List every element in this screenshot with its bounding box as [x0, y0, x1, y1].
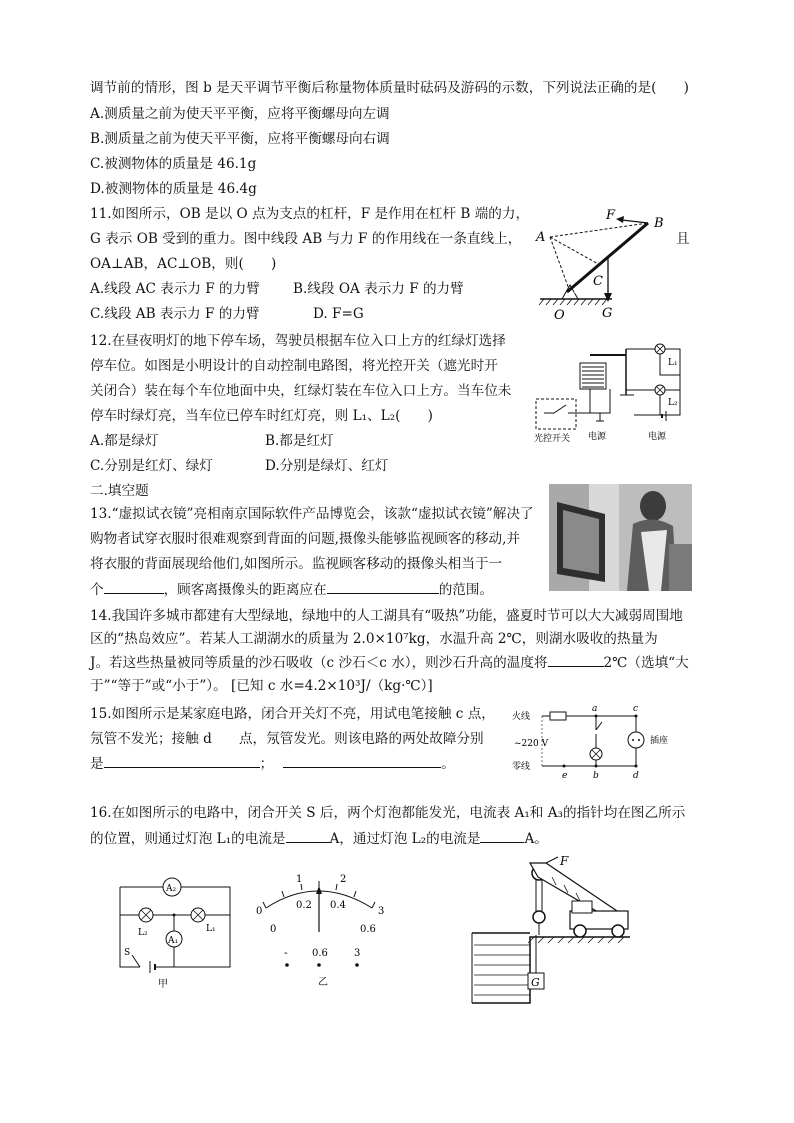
label-live-wire: 火线 [512, 712, 531, 722]
q10-option-a: A.测质量之前为使天平平衡，应将平衡螺母向左调 [90, 106, 390, 122]
q13-text-a: 个 [90, 582, 104, 598]
caption-yi: 乙 [318, 977, 328, 988]
terminal-minus: - [284, 946, 288, 959]
tick-bottom-06: 0.6 [360, 924, 376, 935]
q15-text-c: 。 [441, 756, 455, 772]
label-g: G [602, 306, 613, 321]
q16-text-a: 的位置，则通过灯泡 L₁的电流是 [90, 831, 286, 847]
tick-bottom-02: 0.2 [296, 900, 312, 911]
q12-line2: 停车位。如图是小明设计的自动控制电路图，将光控开关（遮光时开 [90, 358, 498, 374]
q15-text-a: 是 [90, 756, 104, 772]
q10-option-d: D.被测物体的质量是 46.4g [90, 181, 257, 197]
q16-line2 [90, 828, 548, 849]
q14-blank[interactable] [548, 652, 604, 667]
label-force-f: F [560, 855, 569, 868]
q13-text-c: 的范围。 [438, 582, 494, 598]
tick-top-0: 0 [256, 906, 263, 917]
crane-figure [470, 855, 645, 1005]
label-o: O [554, 308, 565, 323]
label-socket: 插座 [650, 736, 669, 746]
q16-text-c: A。 [524, 831, 548, 847]
q11-line3: OA⊥AB，AC⊥OB，则( ) [90, 256, 277, 272]
circuit-jia-figure [110, 875, 240, 990]
label-point-b: b [593, 771, 599, 780]
q11-option-a: A.线段 AC 表示力 F 的力臂 [90, 281, 260, 297]
label-c: C [593, 274, 603, 289]
household-circuit-figure [512, 702, 687, 780]
q16-line1: 16.在如图所示的电路中，闭合开关 S 后，两个灯泡都能发光，电流表 A₁和 A₃的指针均在图乙所示 [90, 805, 686, 821]
label-power1: 电源 [588, 432, 607, 442]
q11-option-b: B.线段 OA 表示力 F 的力臂 [293, 281, 464, 297]
q12-option-d: D.分别是绿灯、红灯 [265, 458, 389, 474]
q12-option-c: C.分别是红灯、绿灯 [90, 458, 213, 474]
q10-option-c: C.被测物体的质量是 46.1g [90, 156, 257, 172]
q14-text-a: J。若这些热量被同等质量的沙石吸收（c 沙石＜c 水），则沙石升高的温度将 [90, 655, 548, 671]
label-l2: L₂ [138, 928, 148, 938]
label-point-a: a [592, 704, 598, 714]
q11-line1: 11.如图所示，OB 是以 O 点为支点的杠杆，F 是作用在杠杆 B 端的力， [90, 206, 530, 222]
label-b: B [654, 216, 664, 231]
ammeter-dial-figure [250, 868, 390, 990]
label-voltage: ~220 V [514, 739, 549, 749]
q12-line4: 停车时绿灯亮，当车位已停车时红灯亮，则 L₁、L₂( ) [90, 408, 433, 424]
label-l1: L₁ [206, 924, 216, 934]
q12-line3: 关闭合）装在每个车位地面中央，红绿灯装在车位入口上方。当车位未 [90, 383, 512, 399]
q10-option-b: B.测质量之前为使天平平衡，应将平衡螺母向右调 [90, 131, 390, 147]
section-title-fill-blank: 二.填空题 [90, 483, 149, 499]
label-a2: A₂ [166, 884, 177, 894]
q11-option-c: C.线段 AB 表示力 F 的力臂 [90, 306, 260, 322]
q13-blank2[interactable] [327, 579, 439, 594]
q13-text-b: ，顾客离摄像头的距离应在 [163, 582, 327, 598]
label-switch-s: S [124, 948, 131, 958]
tick-bottom-04: 0.4 [330, 900, 346, 911]
tick-bottom-0: 0 [270, 924, 277, 935]
terminal-06: 0.6 [312, 948, 328, 959]
q15-line1: 15.如图所示是某家庭电路，闭合开关灯不亮，用试电笔接触 c 点， [90, 706, 495, 722]
terminal-3: 3 [354, 948, 361, 959]
q15-text-b: ； [259, 756, 274, 772]
q14-line4: 于”“等于”或“小于”）。 [已知 c 水=4.2×10³J/（kg·℃）] [90, 678, 433, 694]
q14-line2: 区的“热岛效应”。若某人工湖湖水的质量为 2.0×10⁷kg，水温升高 2℃，则湖水吸收的热量为 [90, 631, 658, 647]
label-a: A [536, 230, 546, 245]
q15-blank1[interactable] [104, 753, 260, 768]
label-light-switch: 光控开关 [534, 434, 571, 444]
q15-line2: 氖管不发光；接触 d 点，氖管发光。则该电路的两处故障分别 [90, 731, 484, 747]
q13-line2: 购物者试穿衣服时很难观察到背面的问题,摄像头能够监视顾客的移动,并 [90, 531, 521, 547]
label-point-c: c [633, 704, 639, 714]
q11-line2: G 表示 OB 受到的重力。图中线段 AB 与力 F 的作用线在一条直线上， [90, 231, 522, 247]
q13-line3: 将衣服的背面展现给他们,如图所示。监视顾客移动的摄像头相当于一 [90, 556, 503, 572]
tick-top-1: 1 [296, 874, 303, 885]
q12-line1: 12.在昼夜明灯的地下停车场，驾驶员根据车位入口上方的红绿灯选择 [90, 333, 506, 349]
q16-blank1[interactable] [286, 828, 330, 843]
label-f: F [606, 208, 616, 223]
tick-top-2: 2 [340, 874, 347, 885]
parking-circuit-figure [530, 335, 690, 445]
q11-line2-tail: 且 [676, 231, 690, 247]
q11-option-d: D. F=G [313, 306, 364, 322]
q12-option-b: B.都是红灯 [265, 433, 334, 449]
q16-text-b: A，通过灯泡 L₂的电流是 [329, 831, 481, 847]
q15-blank2[interactable] [283, 753, 441, 768]
tick-top-3: 3 [378, 906, 385, 917]
q16-blank2[interactable] [480, 828, 524, 843]
q10-cont: 调节前的情形，图 b 是天平调节平衡后称量物体质量时砝码及游码的示数，下列说法正确的是( ) [90, 80, 689, 96]
label-weight-g: G [531, 976, 540, 989]
q12-option-a: A.都是绿灯 [90, 433, 159, 449]
caption-jia: 甲 [158, 979, 168, 990]
q14-line1: 14.我国许多城市都建有大型绿地，绿地中的人工湖具有“吸热”功能，盛夏时节可以大大减弱周围地 [90, 608, 683, 624]
q13-blank1[interactable] [104, 579, 164, 594]
q14-line3 [90, 652, 689, 673]
label-l1: L₁ [668, 358, 678, 368]
label-a1: A₁ [168, 936, 179, 946]
lever-figure [530, 205, 670, 323]
virtual-mirror-photo [549, 484, 692, 591]
q15-line3 [90, 753, 455, 774]
label-l2: L₂ [668, 398, 678, 408]
label-point-e: e [562, 771, 568, 780]
q13-line1: 13.“虚拟试衣镜”亮相南京国际软件产品博览会，该款“虚拟试衣镜”解决了 [90, 506, 534, 522]
label-point-d: d [633, 771, 639, 780]
label-neutral-wire: 零线 [512, 762, 531, 772]
q14-text-b: 2℃（选填“大 [603, 655, 689, 671]
label-power2: 电源 [648, 432, 667, 442]
q13-line4 [90, 579, 493, 600]
